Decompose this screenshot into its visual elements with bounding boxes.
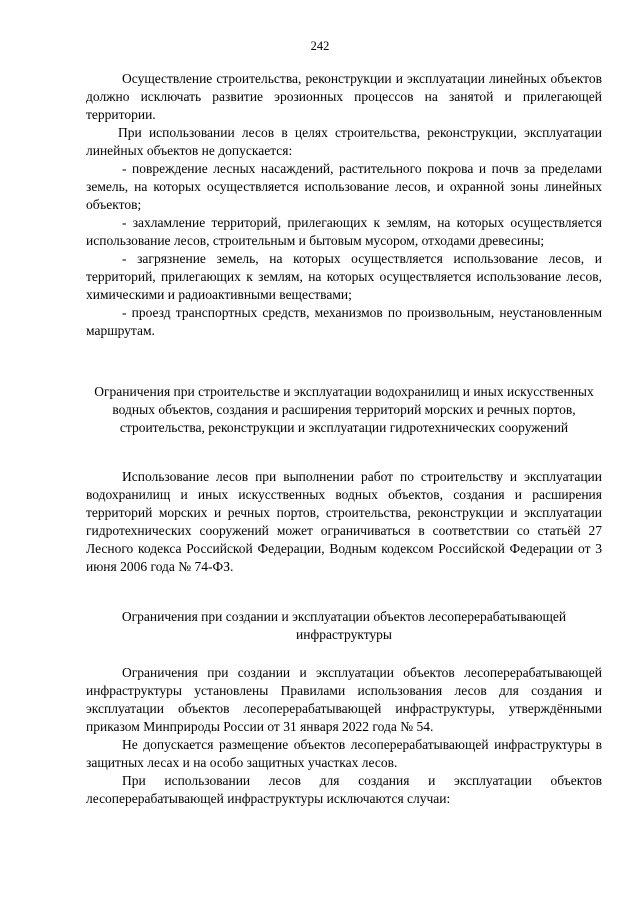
paragraph: Не допускается размещение объектов лесоперерабатывающей инфраструктуры в защитных лесах и на особо защитных участках лесов. (86, 737, 602, 770)
section-heading: Ограничения при строительстве и эксплуатации водохранилищ и иных искусственных водных объектов, создания и расширения территорий морских и речных портов, строительства, реконструкции и эксплуатации гидротехнических сооружений (94, 384, 594, 435)
paragraph: Осуществление строительства, реконструкции и эксплуатации линейных объектов должно исключать развитие эрозионных процессов на занятой и прилегающей территории. (86, 71, 602, 122)
section-heading: Ограничения при создании и эксплуатации объектов лесоперерабатывающей инфраструктуры (121, 609, 567, 642)
list-item: - проезд транспортных средств, механизмов по произвольным, неустановленным маршрутам. (86, 305, 602, 338)
paragraph: Ограничения при создании и эксплуатации объектов лесоперерабатывающей инфраструктуры установлены Правилами использования лесов для создания и эксплуатации объектов лесоперерабатывающей инфраструктуры, утверждёнными приказом Минприроды России от 31 января 2022 года № 54. (86, 665, 602, 734)
paragraph: При использовании лесов для создания и эксплуатации объектов лесоперерабатывающей инфраструктуры исключаются случаи: (86, 773, 602, 806)
list-item: - повреждение лесных насаждений, растительного покрова и почв за пределами земель, на которых осуществляется использование лесов, и охранной зоны линейных объектов; (86, 161, 602, 212)
section-linear-objects (86, 70, 602, 340)
list-item: - захламление территорий, прилегающих к землям, на которых осуществляется использование лесов, строительным и бытовым мусором, отходами древесины; (86, 215, 602, 248)
paragraph: При использовании лесов в целях строительства, реконструкции, эксплуатации линейных объектов не допускается: (86, 125, 602, 158)
paragraph: Использование лесов при выполнении работ по строительству и эксплуатации водохранилищ и иных искусственных водных объектов, создания и расширения территорий морских и речных портов, строительства, реконструкции и эксплуатации гидротехнических сооружений может ограничиваться в соответствии со статьёй 27 Лесного кодекса Российской Федерации, Водным кодексом Российской Федерации от 3 июня 2006 года № 74-ФЗ. (86, 469, 602, 574)
section-reservoirs (86, 468, 602, 576)
page-number: 242 (310, 39, 330, 53)
section-timber-infrastructure (86, 664, 602, 808)
list-item: - загрязнение земель, на которых осуществляется использование лесов, и территорий, прилегающих к землям, на которых осуществляется использование лесов, химическими и радиоактивными веществами; (86, 251, 602, 302)
